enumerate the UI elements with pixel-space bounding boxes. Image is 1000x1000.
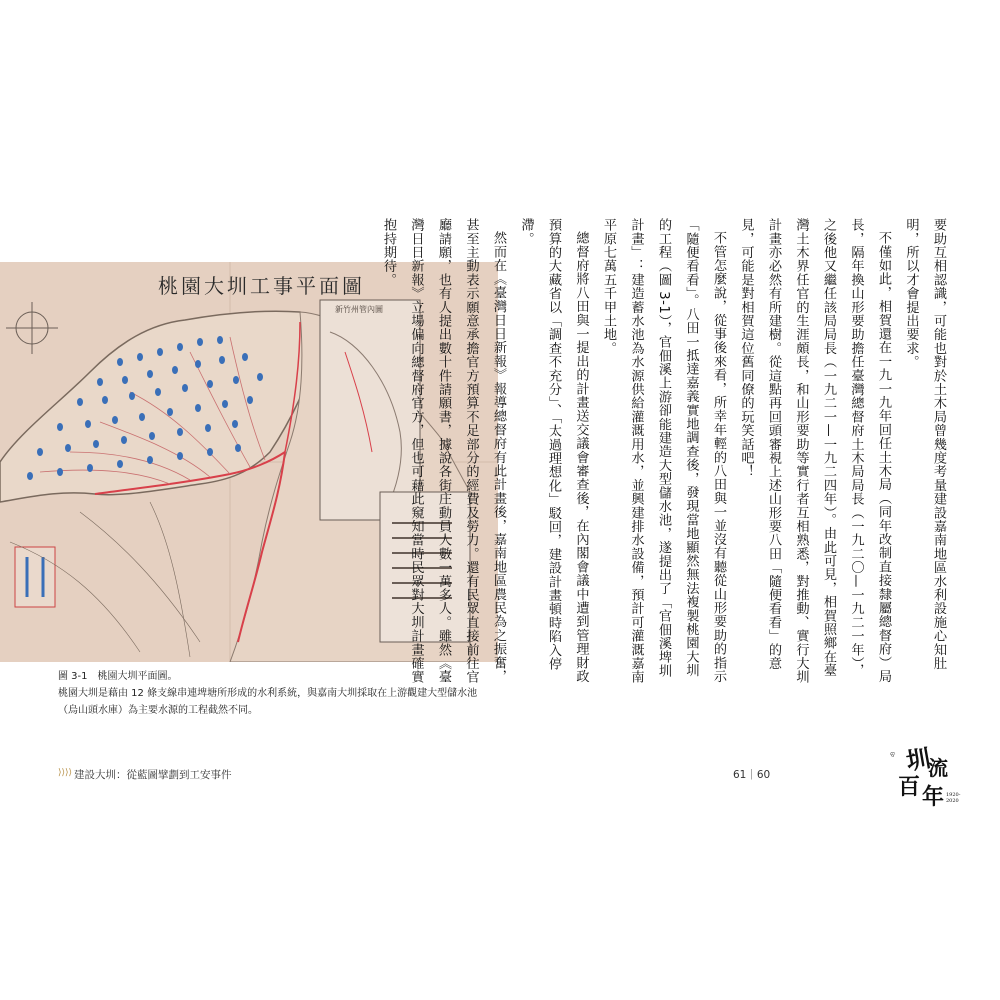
paragraph: 不僅如此，相賀還在一九一九年回任土木局（同年改制直接隸屬總督府）局長，隔年換山形要助擔任臺灣總督府土木局局長（一九二〇—一九二一年），之後他又繼任該局局長（一九二一—一九二四年）。由此可見，相賀照鄉在臺灣土木界任官的生涯頗長，和山形要助等實行者互相熟悉，對推動、實行大圳計畫亦必然有所建樹。從這點再回頭審視上述山形要八田「隨便看看」的意見，可能是對相賀這位舊同僚的玩笑話吧！ <box>738 218 891 684</box>
map-inset-title: 新竹州管內圖 <box>335 305 383 314</box>
paragraph: 要助互相認識，可能也對於土木局曾幾度考量建設嘉南地區水利設施心知肚明，所以才會提出要求。 <box>903 218 946 671</box>
logo-char: 百 <box>898 774 921 800</box>
map-title: 桃園大圳工事平面圖 <box>158 274 365 298</box>
paragraph: 不管怎麼說，從事後來看，所幸年輕的八田與一並沒有聽從山形要助的指示「隨便看看」。八田一抵達嘉義實地調查後，發現當地顯然無法複製桃園大圳的工程（圖 3-1），官佃溪上游卻能建造大型儲水池，遂提出了「官佃溪埤圳計畫」：建造蓄水池為水源供給灌溉用水，並興建排水設備，預計可灌溉嘉南平原七萬五千甲土地。 <box>601 218 726 684</box>
body-text <box>381 218 952 688</box>
paragraph: 總督府將八田與一提出的計畫送交議會審查後，在內閣會議中遭到管理財政預算的大藏省以「調查不充分」、「太過理想化」駁回，建設計畫頓時陷入停滯。 <box>518 218 589 684</box>
caption-line-3: （烏山頭水庫）為主要水源的工程截然不同。 <box>58 705 258 716</box>
logo-char: 流 <box>928 756 948 780</box>
paragraph: 然而在《臺灣日日新報》報導總督府有此計畫後，嘉南地區農民為之振奮，甚至主動表示願意承擔官方預算不足部分的經費及勞力。還有民眾直接前往官廳請願，也有人提出數十件請願書，據說各街庄動員人數一萬多人。雖然《臺灣日日新報》立場偏向總督府官方，但也可藉此窺知當時民眾對大圳計畫確實抱持期待。 <box>381 218 506 684</box>
book-logo <box>888 740 968 810</box>
caption-line-2: 桃園大圳是藉由 12 條支線串連埤塘所形成的水利系統，與嘉南大圳採取在上游觀建大型儲水池 <box>58 688 478 699</box>
running-title: 建設大圳：從藍圖擘劃到工安事件 <box>74 769 232 781</box>
logo-flourish-icon: ଵ <box>890 750 896 759</box>
page-numbers: 61｜60 <box>733 769 771 781</box>
caption-title: 圖 3-1 桃園大圳平面圖。 <box>58 671 178 682</box>
footer-ornament: ⟩⟩⟩⟩ <box>58 768 73 778</box>
logo-char: 年 <box>922 784 945 810</box>
logo-char: 圳 <box>904 743 933 776</box>
logo-small-text: 1920-2020 <box>946 792 961 804</box>
